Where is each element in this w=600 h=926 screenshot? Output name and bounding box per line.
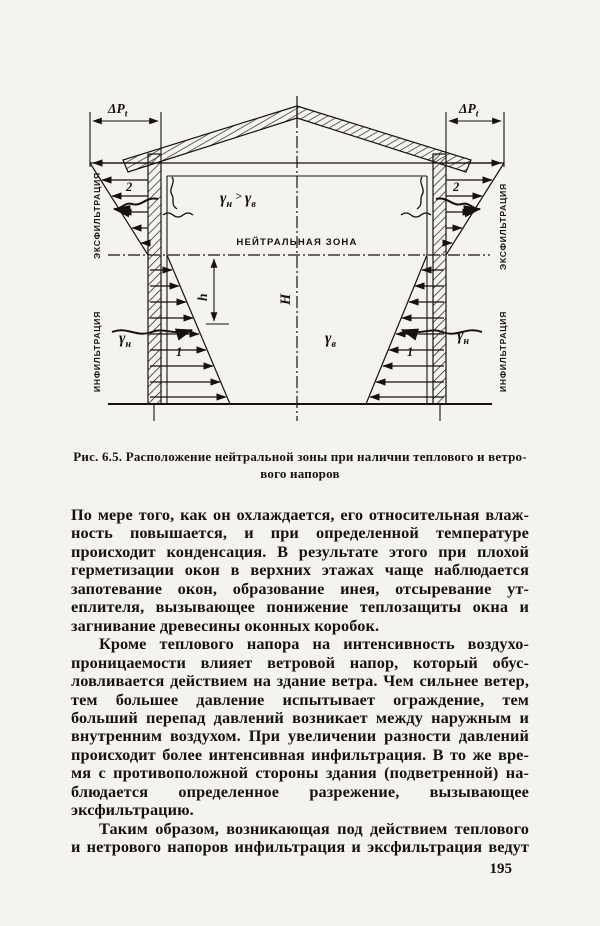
infiltration-arrows-left xyxy=(112,255,230,404)
figure-caption-line2: вого напоров xyxy=(260,465,340,481)
figure-caption xyxy=(0,449,600,482)
page-number: 195 xyxy=(489,861,512,877)
h-dimension xyxy=(206,259,229,324)
zone-number-exfiltration-left: 2 xyxy=(126,180,133,194)
gamma-comparison-label: $\gamma_н$ > $\gamma_в$ xyxy=(220,189,256,210)
infiltration-label-right: ИНФИЛЬТРАЦИЯ xyxy=(498,310,508,392)
text-line: ность повышается, и при определенной температуре xyxy=(71,523,529,543)
delta-pt-label-right: $\Delta P_t$ xyxy=(459,101,479,120)
paragraph xyxy=(71,506,529,635)
text-line: эксфильтрацию. xyxy=(71,800,194,820)
body-text xyxy=(71,506,529,857)
text-line: и нетрового напоров инфильтрация и эксфильтрация ведут xyxy=(71,837,529,857)
paragraph xyxy=(71,635,529,820)
gamma-inside-label: $\gamma_в$ xyxy=(325,330,336,350)
H-dimension-label: H xyxy=(278,293,294,305)
h-dimension-label: h xyxy=(195,293,210,301)
text-line: еплителя, вызывающее понижение теплозащиты окна и xyxy=(71,597,529,617)
text-line: происходит более интенсивная инфильтрация. В то же вре- xyxy=(71,744,529,764)
text-line: герметизации окон в верхних этажах чаще наблюдается xyxy=(71,560,529,580)
text-line: Таким образом, возникающая под действием теплового xyxy=(99,818,529,838)
gamma-outside-label-left: $\gamma_н$ xyxy=(119,330,132,350)
delta-pt-label-left: $\Delta P_t$ xyxy=(108,101,128,120)
text-line: больший перепад давлений возникает между наружным и xyxy=(71,707,529,727)
text-line: проницаемости влияет ветровой напор, который обус- xyxy=(71,652,529,672)
text-line: происходит конденсация. В результате этого при плохой xyxy=(71,541,529,561)
infiltration-label-left: ИНФИЛЬТРАЦИЯ xyxy=(92,310,102,392)
zone-number-infiltration-left: 1 xyxy=(176,345,183,359)
infiltration-arrows-right xyxy=(366,255,482,404)
text-line: мя с противоположной стороны здания (подветренной) на- xyxy=(71,763,529,783)
text-line: тем большее давление испытывает ограждение, тем xyxy=(71,689,529,709)
paragraph xyxy=(71,820,529,857)
text-line: По мере того, как он охлаждается, его относительная влаж- xyxy=(71,505,529,524)
gamma-outside-label-right: $\gamma_н$ xyxy=(457,327,470,347)
text-line: Кроме теплового напора на интенсивность воздухо- xyxy=(99,634,529,654)
text-line: загнивание древесины оконных коробок. xyxy=(71,615,380,635)
text-line: запотевание окон, образование инея, отсыревание ут- xyxy=(71,578,529,598)
figure-caption-line1: Рис. 6.5. Расположение нейтральной зоны при наличии теплового и ветро- xyxy=(73,449,527,464)
figure-6-5-diagram xyxy=(0,0,600,440)
zone-number-infiltration-right: 1 xyxy=(407,345,414,359)
exfiltration-label-right: ЭКСФИЛЬТРАЦИЯ xyxy=(498,183,508,270)
ground-line xyxy=(108,404,492,421)
exfiltration-label-left: ЭКСФИЛЬТРАЦИЯ xyxy=(92,172,102,259)
text-line: блюдается определенное разрежение, вызывающее xyxy=(71,781,529,801)
neutral-zone-label: НЕЙТРАЛЬНАЯ ЗОНА xyxy=(236,237,358,248)
text-line: внутренним воздухом. При увеличении разности давлений xyxy=(71,726,529,746)
zone-number-exfiltration-right: 2 xyxy=(453,180,460,194)
text-line: ловливается действием на здание ветра. Чем сильнее ветер, xyxy=(71,671,529,691)
